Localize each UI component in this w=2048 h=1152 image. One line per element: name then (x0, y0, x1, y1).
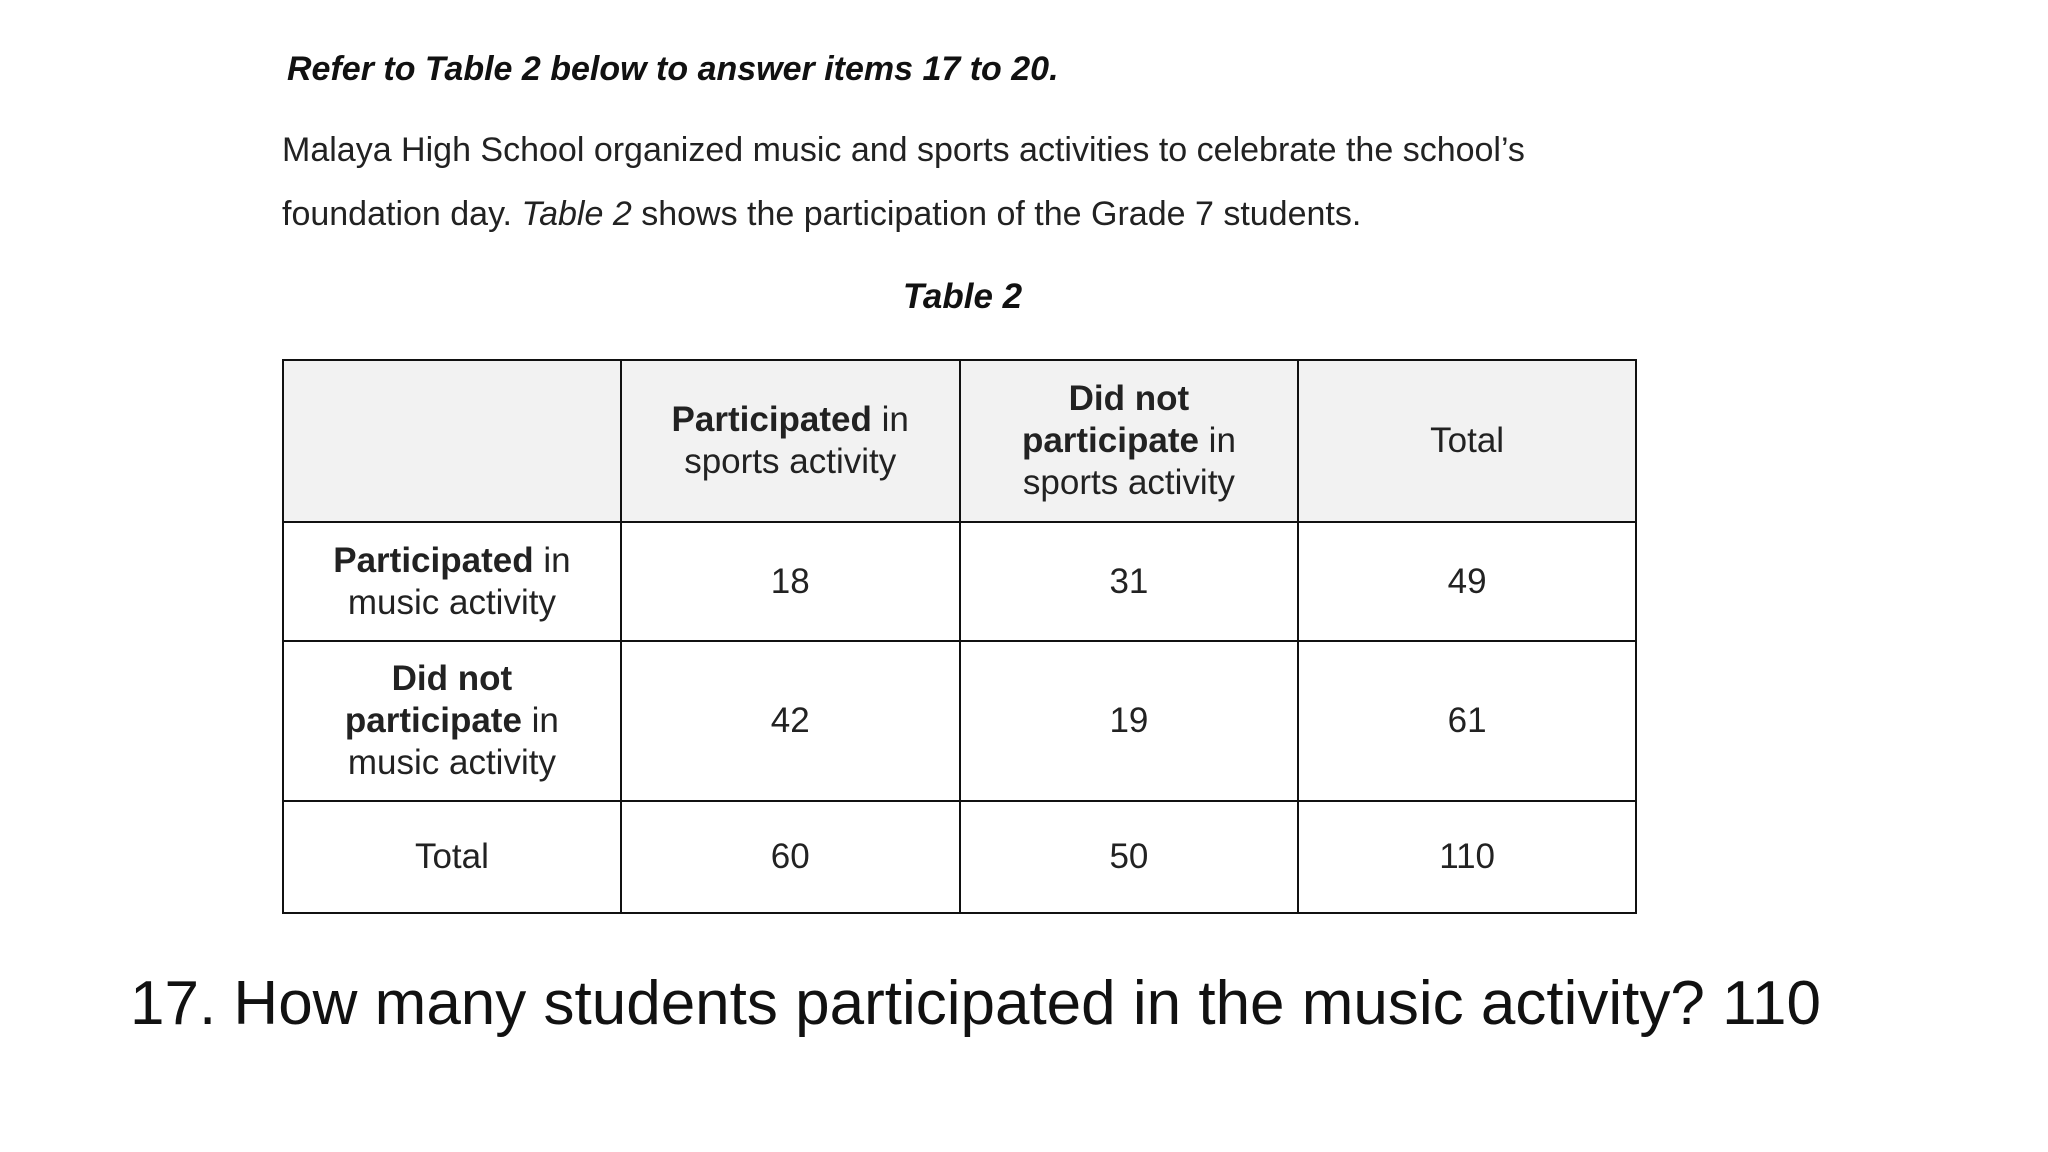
table-cell: 110 (1298, 801, 1636, 913)
table-total-row (283, 801, 1636, 913)
row-header-participated-music: Participated in music activity (283, 522, 621, 641)
instruction-text: Refer to Table 2 below to answer items 17 to 20. (287, 50, 1059, 88)
col-header-participated-sports: Participated in sports activity (621, 360, 960, 522)
intro-line-1: Malaya High School organized music and sports activities to celebrate the school’s (282, 131, 1525, 169)
col-header-not-participated-sports: Did not participate in sports activity (960, 360, 1299, 522)
intro-line-2-start: foundation day. (282, 195, 512, 233)
intro-line-2-end: shows the participation of the Grade 7 students. (641, 195, 1362, 233)
table-cell: 50 (960, 801, 1299, 913)
question-17-text: 17. How many students participated in the music activity? 110 (130, 969, 1821, 1038)
table-corner-cell (283, 360, 621, 522)
table-cell: 31 (960, 522, 1299, 641)
table-cell: 61 (1298, 641, 1636, 801)
table-cell: 19 (960, 641, 1299, 801)
col-header-total: Total (1298, 360, 1636, 522)
row-header-total: Total (283, 801, 621, 913)
table-cell: 18 (621, 522, 960, 641)
participation-table (282, 359, 1637, 914)
table-header-row (283, 360, 1636, 522)
table-caption: Table 2 (902, 277, 1023, 316)
table-cell: 60 (621, 801, 960, 913)
table-row (283, 522, 1636, 641)
row-header-not-participated-music: Did not participate in music activity (283, 641, 621, 801)
table-row (283, 641, 1636, 801)
intro-paragraph (282, 118, 1682, 246)
table-cell: 49 (1298, 522, 1636, 641)
table-cell: 42 (621, 641, 960, 801)
intro-table-ref: Table 2 (521, 195, 632, 233)
